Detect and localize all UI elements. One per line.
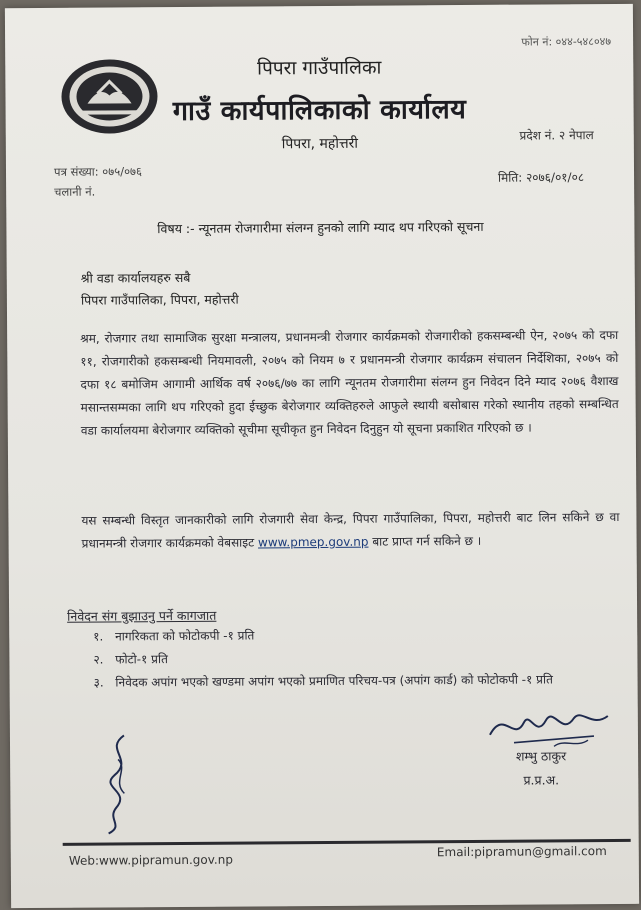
phone-number: फोन नं: ०४४-५४८०४७ <box>521 34 612 49</box>
signatory-name: शम्भु ठाकुर <box>515 748 567 764</box>
office-title: गाउँ कार्यपालिकाको कार्यालय <box>172 93 467 128</box>
documents-heading: निवेदन संग बुझाउनु पर्ने कागजात <box>67 607 217 624</box>
margin-signature-icon <box>94 729 145 839</box>
subject-line: विषय :- न्यूनतम रोजगारीमा संलग्न हुनको लागि म्याद थप गरिएको सूचना <box>157 218 484 237</box>
footer-website[interactable]: Web:www.pipramun.gov.np <box>68 852 233 868</box>
document-item <box>93 668 613 695</box>
reference-block <box>54 161 142 202</box>
footer-email[interactable]: Email:pipramun@gmail.com <box>436 844 607 860</box>
document-item-number: ३. <box>93 675 104 690</box>
addressee-block <box>81 267 239 312</box>
dispatch-number: चलानी नं. <box>54 184 96 199</box>
signatory-designation: प्र.प्र.अ. <box>523 772 560 788</box>
office-location: पिपरा, महोत्तरी <box>281 135 359 153</box>
addressee-line-1: श्री वडा कार्यालयहरु सबै <box>80 269 191 286</box>
body-paragraph-2 <box>81 506 619 556</box>
addressee-line-2: पिपरा गाउँपालिका, पिपरा, महोत्तरी <box>80 291 239 308</box>
signatory-block <box>496 744 586 793</box>
document-item-number: १. <box>93 629 104 644</box>
letter-date: मिति: २०७६/०१/०८ <box>497 170 585 185</box>
document-item-number: २. <box>93 652 104 667</box>
paragraph-2-text-after: बाट प्राप्त गर्न सकिने छ । <box>368 533 482 549</box>
document-item-text: निवेदक अपांग भएको खण्डमा अपांग भएको प्रमाणित परिचय-पत्र (अपांग कार्ड) को फोटोकपी -१ प्रति <box>115 672 553 690</box>
municipality-name: पिपरा गाउँपालिका <box>257 56 382 80</box>
paragraph-2-text-before: यस सम्बन्धी विस्तृत जानकारीको लागि रोजगारी सेवा केन्द्र, पिपरा गाउँपालिका, पिपरा, महोत्तरी बाट लिन सकिने छ वा प्रधानमन्त्री रोजगार कार्यक्रमको वेबसाइट <box>81 509 620 551</box>
pmep-website-link[interactable]: www.pmep.gov.np <box>257 534 369 550</box>
body-paragraph-1: श्रम, रोजगार तथा सामाजिक सुरक्षा मन्त्रालय, प्रधानमन्त्री रोजगार कार्यक्रमको रोजगारीको हकसम्बन्धी ऐन, २०७५ को दफा ११, रोजगारीको हकसम्बन्धी नियमावली, २०७५ को नियम ७ र प्रधानमन्त्री रोजगार कार्यक्रम संचालन निर्देशिका, २०७५ को दफा १८ बमोजिम आगामी आर्थिक वर्ष २०७६/७७ का लागि न्यूनतम रोजगारीमा संलग्न हुन निवेदन दिने म्याद २०७६ वैशाख मसान्तसम्मका लागि थप गरिएको हुदा ईच्छुक बेरोजगार व्यक्तिहरुले आफुले स्थायी बसोबास गरेको स्थानीय तहको सम्बन्धित वडा कार्यालयमा बेरोजगार व्यक्तिको सूचीमा सूचीकृत हुन निवेदन दिनुहुन यो सूचना प्रकाशित गरिएको छ । <box>80 327 619 438</box>
letter-sheet <box>5 4 639 908</box>
document-item-text: नागरिकता को फोटोकपी -१ प्रति <box>115 628 255 644</box>
province-label: प्रदेश नं. २ नेपाल <box>519 128 594 143</box>
document-item-text: फोटो-१ प्रति <box>115 652 168 667</box>
documents-list <box>93 622 613 695</box>
letter-number: पत्र संख्या: ०७५/०७६ <box>53 164 143 179</box>
